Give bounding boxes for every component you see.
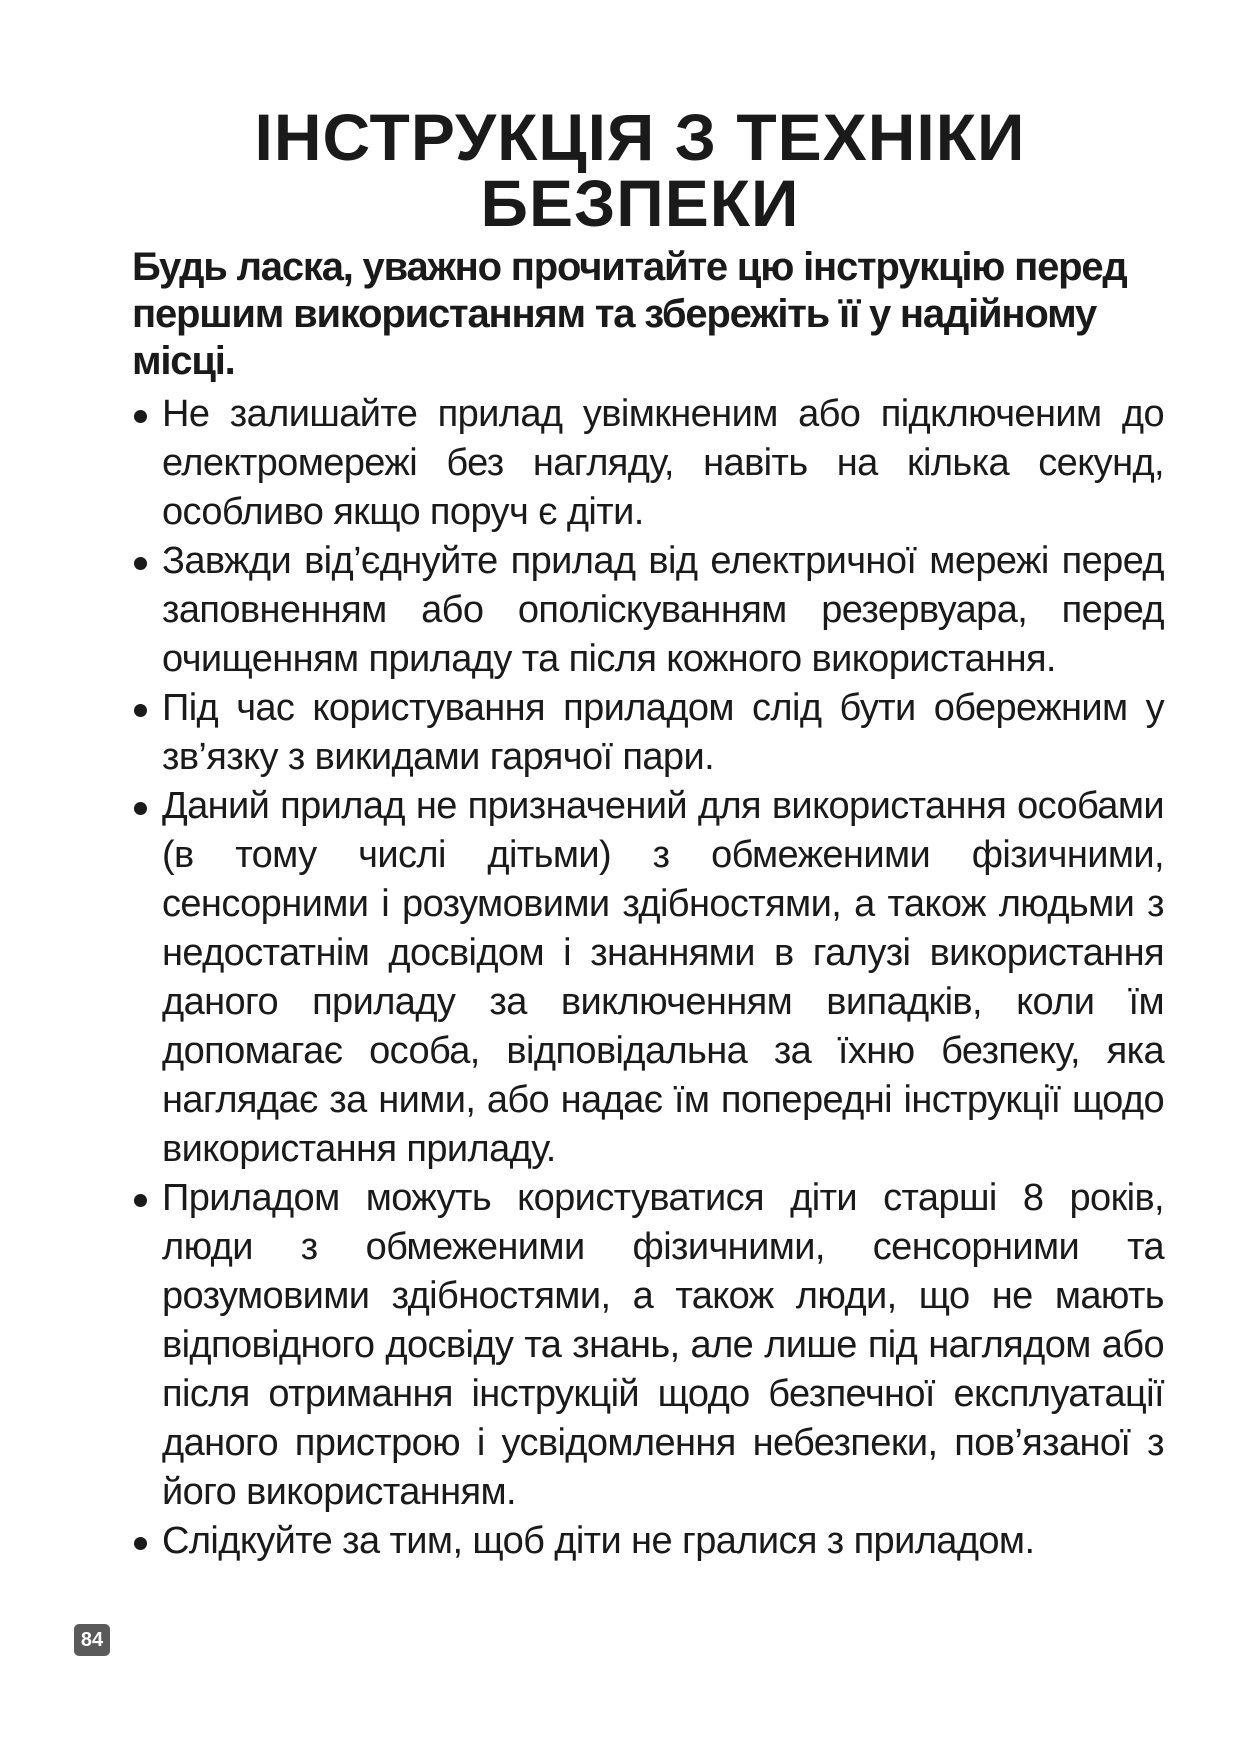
- bullet-icon: [134, 410, 147, 423]
- list-item: [132, 684, 1164, 782]
- bullet-icon: [134, 704, 147, 717]
- intro-paragraph: Будь ласка, уважно прочитайте цю інструкцію перед першим використанням та збережіть її у надійному місці.: [132, 245, 1127, 383]
- bullet-icon: [134, 1194, 147, 1207]
- list-item: [132, 782, 1164, 1174]
- list-item-text: Під час користування приладом слід бути обережним у зв’язку з викидами гарячої пари.: [162, 687, 1164, 778]
- list-item: [132, 1174, 1164, 1517]
- list-item-text: Даний прилад не призначений для використання особами (в тому числі дітьми) з обмеженими фізичними, сенсорними і розумовими здібностями, а також людьми з недостатнім досвідом і знаннями в галузі використання даного приладу за виключенням випадків, коли їм допомагає особа, відповідальна за їхню безпеку, яка наглядає за ними, або надає їм попередні інструкції щодо використання приладу.: [162, 785, 1164, 1170]
- list-item-text: Завжди від’єднуйте прилад від електричної мережі перед заповненням або ополіскуванням резервуара, перед очищенням приладу та після кожного використання.: [162, 540, 1164, 680]
- list-item-text: Приладом можуть користуватися діти старші 8 років, люди з обмеженими фізичними, сенсорними та розумовими здібностями, а також люди, що не мають відповідного досвіду та знань, але лише під наглядом або після отримання інструкцій щодо безпечної експлуатації даного пристрою і усвідомлення небезпеки, пов’язаної з його використанням.: [162, 1177, 1164, 1513]
- list-item: [132, 390, 1164, 537]
- list-item-text: Не залишайте прилад увімкненим або підключеним до електромережі без нагляду, навіть на кілька секунд, особливо якщо поруч є діти.: [162, 393, 1164, 533]
- list-item: [132, 537, 1164, 684]
- list-item-text: Слідкуйте за тим, щоб діти не гралися з приладом.: [162, 1520, 1035, 1562]
- safety-instructions-list: [132, 390, 1164, 1566]
- bullet-icon: [134, 557, 147, 570]
- page-number-badge: 84: [74, 1624, 110, 1656]
- list-item: [132, 1517, 1164, 1566]
- bullet-icon: [134, 1537, 147, 1550]
- page-title: ІНСТРУКЦІЯ З ТЕХНІКИ БЕЗПЕКИ: [254, 100, 1026, 240]
- bullet-icon: [134, 802, 147, 815]
